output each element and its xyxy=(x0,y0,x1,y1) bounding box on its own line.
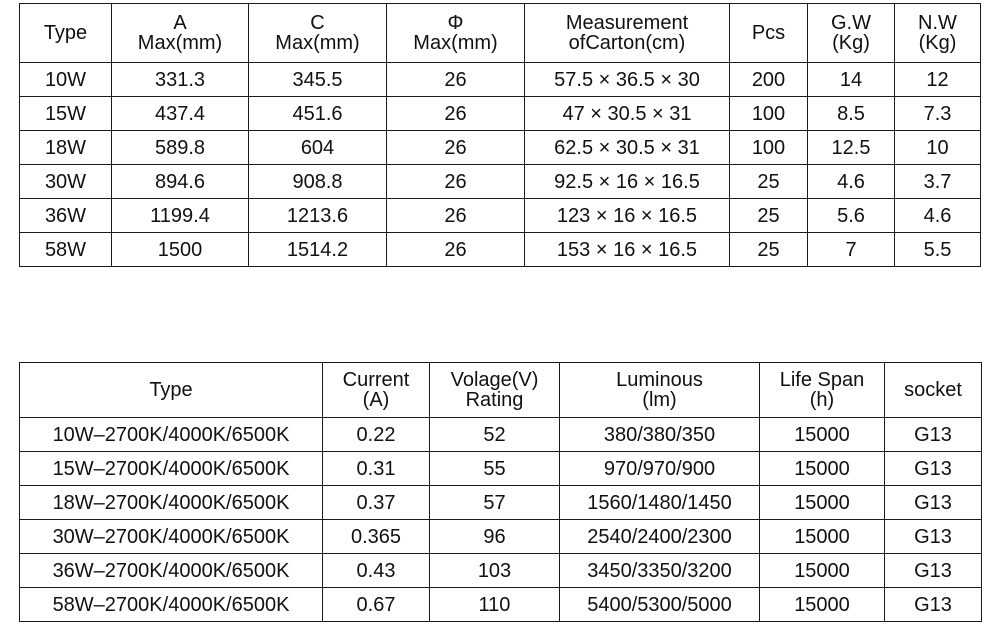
table-row xyxy=(20,165,981,199)
table-cell: 92.5 × 16 × 16.5 xyxy=(525,165,730,199)
table-cell: 380/380/350 xyxy=(560,418,760,452)
table-cell: 1560/1480/1450 xyxy=(560,486,760,520)
table-cell: G13 xyxy=(885,554,982,588)
table-cell: 52 xyxy=(430,418,560,452)
table-cell: G13 xyxy=(885,452,982,486)
table-row xyxy=(20,233,981,267)
table-cell: 0.365 xyxy=(323,520,430,554)
table-cell: 8.5 xyxy=(808,97,895,131)
table-cell: 12 xyxy=(895,63,981,97)
table-cell: G13 xyxy=(885,520,982,554)
table-cell: 25 xyxy=(730,165,808,199)
header-socket: socket xyxy=(885,363,982,418)
table-cell: 10W xyxy=(20,63,112,97)
table-cell: 26 xyxy=(387,165,525,199)
table-cell: 30W–2700K/4000K/6500K xyxy=(20,520,323,554)
header-net-weight: N.W (Kg) xyxy=(895,4,981,63)
table-cell: 0.37 xyxy=(323,486,430,520)
table-cell: 3.7 xyxy=(895,165,981,199)
table-cell: 4.6 xyxy=(895,199,981,233)
table-cell: 14 xyxy=(808,63,895,97)
table-cell: 437.4 xyxy=(112,97,249,131)
table-row xyxy=(20,418,982,452)
table-cell: 26 xyxy=(387,199,525,233)
table-body xyxy=(20,63,981,267)
table-cell: 47 × 30.5 × 31 xyxy=(525,97,730,131)
dimensions-table xyxy=(19,3,981,267)
table-cell: 604 xyxy=(249,131,387,165)
table-cell: 7.3 xyxy=(895,97,981,131)
table-cell: 36W xyxy=(20,199,112,233)
header-a-max: A Max(mm) xyxy=(112,4,249,63)
header-life-span: Life Span (h) xyxy=(760,363,885,418)
table-cell: 15000 xyxy=(760,520,885,554)
table-cell: 15000 xyxy=(760,486,885,520)
table-cell: 57.5 × 36.5 × 30 xyxy=(525,63,730,97)
table-cell: 970/970/900 xyxy=(560,452,760,486)
table-cell: 25 xyxy=(730,233,808,267)
table-cell: 18W–2700K/4000K/6500K xyxy=(20,486,323,520)
table-header-row xyxy=(20,4,981,63)
table-cell: 331.3 xyxy=(112,63,249,97)
header-current: Current (A) xyxy=(323,363,430,418)
table-cell: 18W xyxy=(20,131,112,165)
table-cell: 3450/3350/3200 xyxy=(560,554,760,588)
header-carton-measurement: Measurement ofCarton(cm) xyxy=(525,4,730,63)
table-cell: 10 xyxy=(895,131,981,165)
table-cell: 10W–2700K/4000K/6500K xyxy=(20,418,323,452)
table-cell: 345.5 xyxy=(249,63,387,97)
header-type: Type xyxy=(20,363,323,418)
table-cell: 55 xyxy=(430,452,560,486)
table-cell: 57 xyxy=(430,486,560,520)
table-row xyxy=(20,131,981,165)
table-row xyxy=(20,554,982,588)
table-row xyxy=(20,199,981,233)
table-cell: G13 xyxy=(885,588,982,622)
table-row xyxy=(20,452,982,486)
table-cell: 26 xyxy=(387,97,525,131)
header-phi-max: Φ Max(mm) xyxy=(387,4,525,63)
table-cell: 58W–2700K/4000K/6500K xyxy=(20,588,323,622)
table-row xyxy=(20,97,981,131)
table-body xyxy=(20,418,982,622)
header-gross-weight: G.W (Kg) xyxy=(808,4,895,63)
table-cell: G13 xyxy=(885,418,982,452)
table-cell: 2540/2400/2300 xyxy=(560,520,760,554)
table-cell: G13 xyxy=(885,486,982,520)
table-cell: 0.43 xyxy=(323,554,430,588)
electrical-table xyxy=(19,362,982,622)
table-cell: 62.5 × 30.5 × 31 xyxy=(525,131,730,165)
table-cell: 7 xyxy=(808,233,895,267)
table-row xyxy=(20,520,982,554)
table-cell: 15W–2700K/4000K/6500K xyxy=(20,452,323,486)
table-cell: 15000 xyxy=(760,588,885,622)
table-cell: 110 xyxy=(430,588,560,622)
table-cell: 103 xyxy=(430,554,560,588)
header-voltage-rating: Volage(V) Rating xyxy=(430,363,560,418)
table-cell: 5.6 xyxy=(808,199,895,233)
table-cell: 26 xyxy=(387,63,525,97)
table-cell: 1500 xyxy=(112,233,249,267)
table-cell: 5.5 xyxy=(895,233,981,267)
table-cell: 1213.6 xyxy=(249,199,387,233)
table-cell: 25 xyxy=(730,199,808,233)
table-cell: 123 × 16 × 16.5 xyxy=(525,199,730,233)
header-pcs: Pcs xyxy=(730,4,808,63)
table-cell: 96 xyxy=(430,520,560,554)
table-cell: 1199.4 xyxy=(112,199,249,233)
table-cell: 908.8 xyxy=(249,165,387,199)
table-cell: 5400/5300/5000 xyxy=(560,588,760,622)
table-cell: 100 xyxy=(730,131,808,165)
table-cell: 1514.2 xyxy=(249,233,387,267)
table-cell: 0.67 xyxy=(323,588,430,622)
header-luminous: Luminous (lm) xyxy=(560,363,760,418)
table-cell: 200 xyxy=(730,63,808,97)
table-row xyxy=(20,63,981,97)
table-cell: 26 xyxy=(387,233,525,267)
table-cell: 36W–2700K/4000K/6500K xyxy=(20,554,323,588)
table-cell: 4.6 xyxy=(808,165,895,199)
table-cell: 894.6 xyxy=(112,165,249,199)
header-c-max: C Max(mm) xyxy=(249,4,387,63)
table-cell: 15W xyxy=(20,97,112,131)
table-cell: 15000 xyxy=(760,452,885,486)
table-cell: 451.6 xyxy=(249,97,387,131)
table-cell: 0.31 xyxy=(323,452,430,486)
table-cell: 15000 xyxy=(760,554,885,588)
table-row xyxy=(20,486,982,520)
table-cell: 15000 xyxy=(760,418,885,452)
table-row xyxy=(20,588,982,622)
table-cell: 12.5 xyxy=(808,131,895,165)
table-cell: 153 × 16 × 16.5 xyxy=(525,233,730,267)
table-cell: 589.8 xyxy=(112,131,249,165)
table-cell: 58W xyxy=(20,233,112,267)
table-cell: 26 xyxy=(387,131,525,165)
table-cell: 0.22 xyxy=(323,418,430,452)
header-type: Type xyxy=(20,4,112,63)
table-cell: 30W xyxy=(20,165,112,199)
table-header-row xyxy=(20,363,982,418)
table-cell: 100 xyxy=(730,97,808,131)
